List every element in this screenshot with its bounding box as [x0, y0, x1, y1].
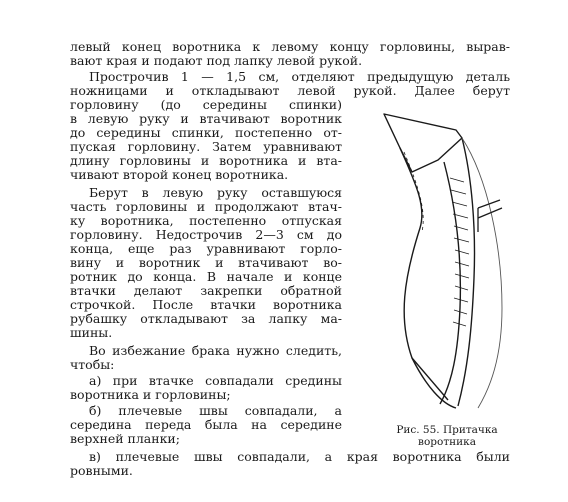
- text-line-28: в) плечевые швы совпадали, а края воротника были: [89, 449, 510, 464]
- text-line-14: конца, еще раз уравнивают горло-: [70, 241, 342, 256]
- text-line-5: в левую руку и втачивают воротник: [70, 111, 342, 126]
- text-line-15: вину и воротник и втачивают во-: [70, 255, 342, 270]
- text-line-1b: вают края и подают под лапку левой рукой.: [70, 53, 363, 68]
- figure-caption-line-1: Рис. 55. Притачка: [396, 424, 498, 436]
- collar-lower-piece: [412, 358, 448, 400]
- text-line-20: шины.: [70, 325, 113, 340]
- figure-caption-line-2: воротника: [418, 436, 476, 448]
- text-line-8: длину горловины и воротника и вта-: [70, 153, 342, 168]
- text-line-27: верхней планки;: [70, 431, 180, 446]
- text-line-19: рубашку откладывают за лапку ма-: [70, 311, 342, 326]
- text-line-9: чивают второй конец воротника.: [70, 167, 289, 182]
- text-line-11: часть горловины и продолжают втач-: [70, 199, 342, 214]
- collar-upper-piece: [384, 114, 462, 172]
- text-line-10: Берут в левую руку оставшуюся: [89, 185, 342, 200]
- text-line-22: чтобы:: [70, 357, 115, 372]
- presser-foot: [478, 200, 502, 232]
- text-line-13: горловину. Недострочив 2—3 см до: [70, 227, 342, 242]
- text-line-6: до середины спинки, постепенно от-: [70, 125, 342, 140]
- text-line-18: строчкой. После втачки воротника: [70, 297, 342, 312]
- text-line-17: втачки делают закрепки обратной: [70, 283, 342, 298]
- shirt-neckline-outline: [400, 148, 456, 408]
- text-line-23: а) при втачке совпадали средины: [89, 373, 342, 388]
- text-line-1a: левый конец воротника к левому концу горловины, вырав-: [70, 39, 510, 54]
- collar-band-inner: [440, 162, 460, 404]
- text-line-12: ку воротника, постепенно отпуская: [70, 213, 342, 228]
- text-line-29: ровными.: [70, 463, 133, 478]
- text-line-4: горловину (до середины спинки): [70, 97, 342, 112]
- text-line-16: ротник до конца. В начале и конце: [70, 269, 342, 284]
- text-line-21: Во избежание брака нужно следить,: [89, 343, 342, 358]
- text-line-7: пуская горловину. Затем уравнивают: [70, 139, 342, 154]
- text-line-2: Прострочив 1 — 1,5 см, отделяют предыдущую деталь: [89, 69, 510, 84]
- collar-attachment-figure: [378, 108, 518, 418]
- text-line-26: середина переда была на середине: [70, 417, 342, 432]
- text-line-24: воротника и горловины;: [70, 387, 231, 402]
- text-line-3: ножницами и откладывают левой рукой. Далее берут: [70, 83, 510, 98]
- text-line-25: б) плечевые швы совпадали, а: [89, 403, 342, 418]
- garment-right-outline: [462, 138, 502, 408]
